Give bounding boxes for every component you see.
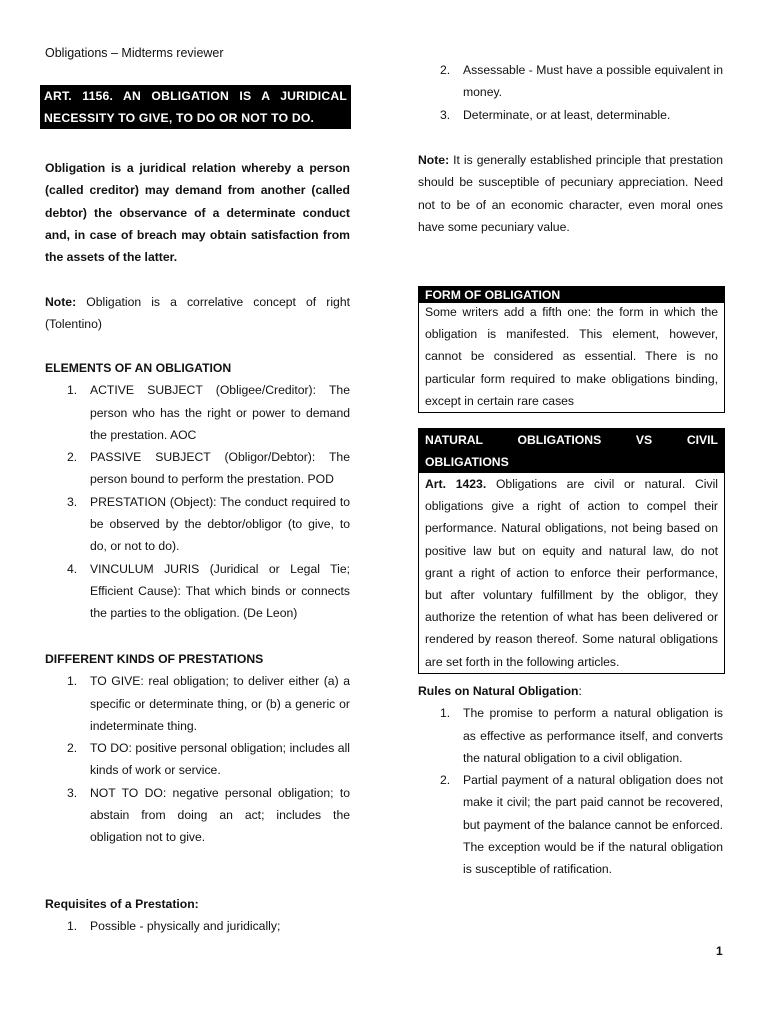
rules-section: [418, 680, 723, 881]
list-item: 2. Assessable - Must have a possible equivalent in money.: [440, 63, 723, 100]
kinds-heading: DIFFERENT KINDS OF PRESTATIONS: [45, 652, 264, 666]
rules-heading-line: Rules on Natural Obligation:: [418, 684, 582, 698]
list-item: 3. PRESTATION (Object): The conduct required to be observed by the debtor/obligor (to give, to do, or not to do).: [67, 494, 350, 554]
requisites-section: [45, 893, 350, 938]
list-item: 3. Determinate, or at least, determinable.: [440, 107, 671, 122]
list-item: 1. Possible - physically and juridically;: [67, 919, 281, 934]
note-text: It is generally established principle that prestation should be susceptible of pecuniary appreciation. Need not to be of an economic character, even moral ones have some pecuniary value.: [418, 153, 723, 234]
list-item: 2. TO DO: positive personal obligation; includes all kinds of work or service.: [67, 741, 350, 778]
note-label: Note:: [418, 153, 450, 167]
list-item: 3. NOT TO DO: negative personal obligation; to abstain from doing an act; includes the obligation not to give.: [67, 785, 350, 845]
kinds-section: [45, 648, 350, 849]
list-item: 1. TO GIVE: real obligation; to deliver either (a) a specific or determinate thing, or (b) a generic or indeterminate thing.: [67, 674, 350, 733]
list-item: 2. Partial payment of a natural obligation does not make it civil; the part paid cannot be recovered, but payment of the balance cannot be enforced. The exception would be if the natural obligation is susceptible of ratification.: [440, 773, 723, 877]
elements-section: [45, 357, 350, 625]
form-text: Some writers add a fifth one: the form in which the obligation is manifested. This element, however, cannot be considered as essential. There is no particular form required to make obligations binding, except in certain rare cases: [425, 305, 718, 408]
article-1423-label: Art. 1423.: [425, 477, 487, 491]
article-1156-box: ART. 1156. AN OBLIGATION IS A JURIDICAL NECESSITY TO GIVE, TO DO OR NOT TO DO.: [40, 85, 351, 129]
list-item: 1. The promise to perform a natural obligation is as effective as performance itself, and converts the natural obligation to a civil obligation.: [440, 706, 723, 765]
list-item: 2. PASSIVE SUBJECT (Obligor/Debtor): The person bound to perform the prestation. POD: [67, 450, 350, 487]
note-text: Obligation is a correlative concept of right (Tolentino): [45, 295, 350, 332]
page-number: 1: [716, 944, 723, 958]
natural-obligations-box: [418, 428, 725, 674]
requisites-list-part1: [45, 915, 350, 937]
rules-heading: Rules on Natural Obligation: [418, 684, 579, 698]
list-item: 4. VINCULUM JURIS (Juridical or Legal Tie; Efficient Cause): That which binds or connects the parties to the obligation. (De Leon): [67, 561, 350, 621]
list-item: 1. ACTIVE SUBJECT (Obligee/Creditor): The person who has the right or power to demand the prestation. AOC: [67, 383, 350, 442]
document-header: Obligations – Midterms reviewer: [45, 46, 224, 60]
note-pecuniary: [418, 149, 723, 238]
natural-heading: NATURAL OBLIGATIONS VS CIVIL OBLIGATIONS: [419, 429, 724, 473]
obligation-definition: Obligation is a juridical relation whereby a person (called creditor) may demand from another (called debtor) the observance of a determinate conduct and, in case of breach may obtain satisfaction from the assets of the latter.: [45, 161, 350, 265]
form-heading: FORM OF OBLIGATION: [419, 287, 724, 303]
elements-heading: ELEMENTS OF AN OBLIGATION: [45, 361, 232, 375]
note-correlative: [45, 291, 350, 336]
rules-list: [418, 702, 723, 880]
requisites-heading: Requisites of a Prestation:: [45, 897, 199, 911]
note-label: Note:: [45, 295, 77, 309]
kinds-list: [45, 670, 350, 848]
form-of-obligation-box: [418, 286, 725, 413]
elements-list: [45, 379, 350, 624]
requisites-continued: [418, 59, 723, 126]
natural-text: Art. 1423. Obligations are civil or natural. Civil obligations give a right of action to compel their performance. Natural obligations, not being based on positive law but on equity and natural law, do not grant a right of action to enforce their performance, but after voluntary fulfillment by the obligor, they authorize the retention of what has been delivered or rendered by reason thereof. Some natural obligations are set forth in the following articles.: [425, 477, 718, 669]
requisites-list-part2: [418, 59, 723, 126]
